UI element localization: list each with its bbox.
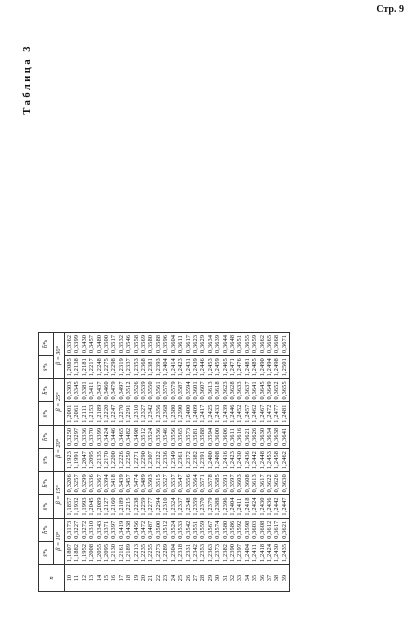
beta-label: β = 10° [54,518,65,564]
header-h: h̄*ₖ [39,332,54,355]
table-body-row [65,332,290,591]
n-column: 10 11 12 13 14 15 16 17 18 19 20 21 22 23 24 25 26 27 28 29 30 31 32 33 34 35 36 37 38 39 [65,565,290,592]
value-column: 0,3362 0,3399 0,3430 0,3457 0,3480 0,3500 0,3517 0,3532 0,3546 0,3558 0,3569 0,3580 0,3588 0,3596 0,3604 0,3611 0,3617 0,3623 0,3629 0,3634 0,3639 0,3644 0,3648 0,3651 0,3655 0,3659 0,3662 0,3665 0,3668 0,3671 [65,332,290,355]
rotated-table-region [18,38,408,598]
header-row [39,332,54,591]
value-column: 1,2001 1,2061 1,2111 1,2153 1,2189 1,2220 1,2247 1,2270 1,2291 1,2310 1,2327 1,2342 1,2356 1,2368 1,2380 1,2390 1,2400 1,2409 1,2417 1,2425 1,2433 1,2439 1,2446 1,2452 1,2457 1,2462 1,2467 1,2472 1,2477 1,2481 [65,402,290,425]
table-caption: Таблица 3 [22,44,33,115]
header-h: h̄*ₖ [39,472,54,495]
value-column: 0,3303 0,3345 0,3381 0,3411 0,3437 0,3460 0,3479 0,3497 0,3512 0,3526 0,3539 0,3550 0,3561 0,3570 0,3579 0,3587 0,3594 0,3601 0,3607 0,3613 0,3618 0,3623 0,3628 0,3633 0,3637 0,3641 0,3645 0,3649 0,3652 0,3655 [65,379,290,402]
value-column: 1,2085 1,2138 1,2181 1,2217 1,2248 1,2275 1,2298 1,2319 1,2337 1,2353 1,2368 1,2381 1,2393 1,2404 1,2414 1,2423 1,2431 1,2439 1,2446 1,2453 1,2459 1,2465 1,2471 1,2476 1,2481 1,2485 1,2490 1,2494 1,2498 1,2501 [65,356,290,379]
value-column: 0,3206 0,3257 0,3299 0,3336 0,3367 0,3394 0,3418 0,3439 0,3457 0,3474 0,3489 0,3503 0,3515 0,3527 0,3537 0,3547 0,3556 0,3564 0,3571 0,3578 0,3585 0,3591 0,3597 0,3603 0,3608 0,3613 0,3617 0,3622 0,3626 0,3630 [65,472,290,495]
beta-label: β = 30° [54,332,65,378]
beta-row [54,332,65,591]
beta-label: β = 20° [54,425,65,471]
header-s: s̄*ₖ [39,448,54,471]
header-s: s̄*ₖ [39,402,54,425]
header-s: s̄*ₖ [39,495,54,518]
header-s: s̄*ₖ [39,356,54,379]
beta-label: β = 15° [54,472,65,518]
data-table [38,332,290,592]
value-column: 0,3173 0,3227 0,3272 0,3310 0,3343 0,3371 0,3397 0,3419 0,3438 0,3456 0,3472 0,3487 0,3500 0,3512 0,3524 0,3533 0,3542 0,3551 0,3559 0,3567 0,3574 0,3580 0,3586 0,3592 0,3598 0,3603 0,3608 0,3612 0,3617 0,3621 [65,518,290,541]
header-s: s̄*ₖ [39,541,54,564]
value-column: 1,1923 1,1991 1,2047 1,2095 1,2135 1,2170 1,2200 1,2226 1,2250 1,2271 1,2290 1,2307 1,2322 1,2336 1,2349 1,2361 1,2372 1,2382 1,2391 1,2400 1,2408 1,2416 1,2423 1,2430 1,2436 1,2442 1,2448 1,2453 1,2458 1,2462 [65,448,290,471]
value-column: 0,3250 0,3297 0,3336 0,3370 0,3399 0,3424 0,3446 0,3465 0,3482 0,3498 0,3512 0,3524 0,3536 0,3546 0,3556 0,3565 0,3573 0,3581 0,3588 0,3594 0,3600 0,3606 0,3611 0,3616 0,3621 0,3626 0,3630 0,3634 0,3638 0,3641 [65,425,290,448]
page-label: Стр. 9 [376,4,404,15]
value-column: 1,1807 1,1882 1,1952 1,2008 1,2055 1,2095 1,2130 1,2161 1,2189 1,2213 1,2235 1,2255 1,2273 1,2289 1,2304 1,2318 1,2331 1,2342 1,2353 1,2363 1,2373 1,2382 1,2390 1,2397 1,2404 1,2411 1,2418 1,2424 1,2430 1,2435 [65,541,290,564]
header-h: h̄*ₖ [39,379,54,402]
header-h: h̄*ₖ [39,518,54,541]
value-column: 1,1857 1,1932 1,1993 1,2045 1,2089 1,2127 1,2160 1,2189 1,2215 1,2238 1,2259 1,2277 1,2294 1,2310 1,2324 1,2337 1,2348 1,2359 1,2370 1,2379 1,2388 1,2396 1,2404 1,2411 1,2418 1,2424 1,2430 1,2436 1,2442 1,2447 [65,495,290,518]
beta-label: β = 25° [54,379,65,425]
header-n: n [39,565,65,592]
header-h: h̄*ₖ [39,425,54,448]
